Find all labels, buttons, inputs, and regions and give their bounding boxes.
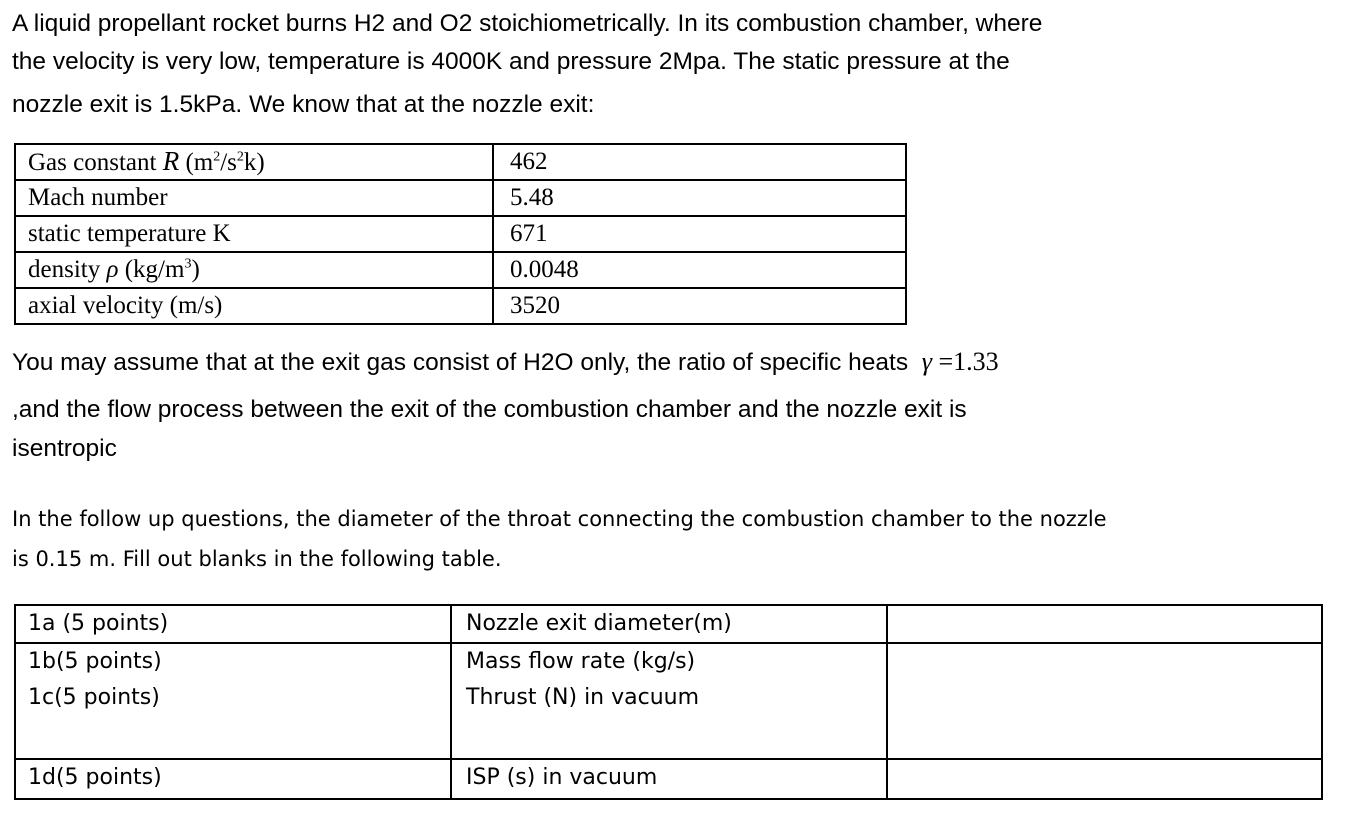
followup-line-2: is 0.15 m. Fill out blanks in the following table.: [12, 547, 502, 571]
problem-line-1: A liquid propellant rocket burns H2 and O2 stoichiometrically. In its combustion chamber, where: [12, 10, 1043, 37]
answer-blank[interactable]: [887, 643, 1322, 680]
question-id: 1a (5 points): [15, 605, 451, 643]
gas-constant-symbol: R: [162, 146, 180, 176]
property-label: Gas constant R $(m^2/s^2k)$: [15, 144, 493, 180]
property-value: 0.0048: [493, 252, 906, 288]
assumption-line-1: You may assume that at the exit gas consist of H2O only, the ratio of specific heats γ =1.33: [12, 347, 999, 376]
question-id: 1c(5 points): [15, 680, 451, 759]
table-row: [15, 605, 1322, 643]
exit-properties-table: [14, 143, 907, 325]
property-label: static temperature K: [15, 216, 493, 252]
gamma-equation: γ =1.33: [921, 347, 999, 376]
question-quantity: Thrust (N) in vacuum: [451, 680, 887, 759]
table-row: [15, 252, 906, 288]
assumption-line-3: isentropic: [12, 435, 117, 462]
table-row: [15, 216, 906, 252]
question-quantity: Mass flow rate (kg/s): [451, 643, 887, 680]
property-label: Mach number: [15, 180, 493, 216]
problem-line-2: the velocity is very low, temperature is 4000K and pressure 2Mpa. The static pressure at the: [12, 48, 1010, 75]
question-quantity: ISP (s) in vacuum: [451, 759, 887, 799]
property-label: axial velocity (m/s): [15, 288, 493, 324]
property-value: 671: [493, 216, 906, 252]
table-row: [15, 180, 906, 216]
followup-line-1: In the follow up questions, the diameter of the throat connecting the combustion chamber to the nozzle: [12, 507, 1107, 531]
answer-blank[interactable]: [887, 605, 1322, 643]
question-quantity: Nozzle exit diameter(m): [451, 605, 887, 643]
table-row: [15, 144, 906, 180]
table-row: [15, 643, 1322, 680]
question-id: 1b(5 points): [15, 643, 451, 680]
property-label: density ρ $(kg/m^3)$: [15, 252, 493, 288]
table-row: [15, 288, 906, 324]
property-value: 462: [493, 144, 906, 180]
property-value: 5.48: [493, 180, 906, 216]
assumption-line-2: ,and the flow process between the exit of the combustion chamber and the nozzle exit is: [12, 396, 967, 423]
density-symbol: ρ: [106, 256, 119, 283]
answer-blank[interactable]: [887, 680, 1322, 759]
table-row: [15, 680, 1322, 759]
problem-line-3: nozzle exit is 1.5kPa. We know that at the nozzle exit:: [12, 91, 595, 118]
table-row: [15, 759, 1322, 799]
answer-blank[interactable]: [887, 759, 1322, 799]
question-id: 1d(5 points): [15, 759, 451, 799]
property-value: 3520: [493, 288, 906, 324]
questions-table: [14, 604, 1323, 800]
